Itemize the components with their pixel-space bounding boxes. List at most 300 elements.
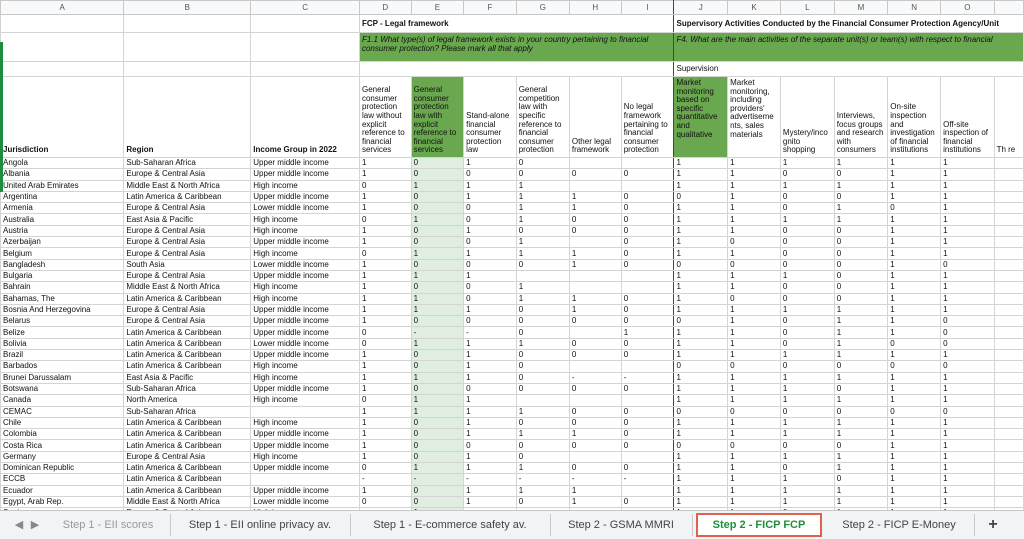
cell[interactable]: 1 bbox=[888, 372, 941, 383]
cell[interactable]: 0 bbox=[888, 203, 941, 214]
cell[interactable]: South Asia bbox=[124, 259, 251, 270]
cell[interactable]: 1 bbox=[888, 417, 941, 428]
cell[interactable]: CEMAC bbox=[1, 406, 124, 417]
cell[interactable]: 0 bbox=[834, 282, 888, 293]
cell[interactable]: 0 bbox=[621, 169, 674, 180]
cell[interactable]: 1 bbox=[569, 429, 621, 440]
cell[interactable]: 1 bbox=[728, 214, 781, 225]
cell[interactable]: Lower middle income bbox=[251, 203, 360, 214]
cell[interactable]: 1 bbox=[674, 270, 728, 281]
cell[interactable]: 0 bbox=[674, 406, 728, 417]
cell[interactable]: 1 bbox=[464, 496, 517, 507]
cell[interactable]: 1 bbox=[516, 463, 569, 474]
cell[interactable]: 1 bbox=[728, 372, 781, 383]
cell[interactable]: 0 bbox=[464, 237, 517, 248]
header-n[interactable]: On-site inspection and investigation of financial institutions bbox=[888, 77, 941, 158]
cell[interactable]: High income bbox=[251, 451, 360, 462]
cell[interactable]: - bbox=[411, 474, 464, 485]
cell[interactable]: Europe & Central Asia bbox=[124, 225, 251, 236]
cell[interactable]: 1 bbox=[674, 350, 728, 361]
tab-step2-ficp-emoney[interactable]: Step 2 - FICP E-Money bbox=[824, 514, 975, 536]
cell[interactable] bbox=[251, 33, 360, 62]
cell[interactable] bbox=[569, 327, 621, 338]
cell[interactable]: 1 bbox=[464, 158, 517, 169]
cell[interactable]: 1 bbox=[780, 417, 834, 428]
cell[interactable]: 0 bbox=[780, 237, 834, 248]
cell[interactable]: 1 bbox=[941, 417, 994, 428]
cell[interactable]: Middle East & North Africa bbox=[124, 496, 251, 507]
cell[interactable]: 1 bbox=[516, 406, 569, 417]
cell[interactable]: 0 bbox=[834, 248, 888, 259]
cell[interactable]: 1 bbox=[569, 496, 621, 507]
cell[interactable]: 0 bbox=[621, 293, 674, 304]
cell[interactable]: Sub-Saharan Africa bbox=[124, 383, 251, 394]
cell[interactable]: Azerbaijan bbox=[1, 237, 124, 248]
cell[interactable]: 0 bbox=[411, 383, 464, 394]
cell[interactable]: 0 bbox=[834, 270, 888, 281]
cell[interactable]: 0 bbox=[834, 474, 888, 485]
cell[interactable]: High income bbox=[251, 293, 360, 304]
cell[interactable]: 1 bbox=[888, 293, 941, 304]
cell[interactable] bbox=[621, 485, 674, 496]
cell[interactable]: 0 bbox=[780, 225, 834, 236]
cell[interactable]: 1 bbox=[728, 180, 781, 191]
header-l[interactable]: Mystery/inco gnito shopping bbox=[780, 77, 834, 158]
cell[interactable] bbox=[994, 316, 1023, 327]
cell[interactable]: 1 bbox=[834, 180, 888, 191]
cell[interactable]: 1 bbox=[728, 463, 781, 474]
cell[interactable]: 0 bbox=[834, 361, 888, 372]
cell[interactable]: East Asia & Pacific bbox=[124, 372, 251, 383]
cell[interactable]: 0 bbox=[621, 248, 674, 259]
cell[interactable]: 0 bbox=[359, 463, 411, 474]
cell[interactable]: Europe & Central Asia bbox=[124, 270, 251, 281]
cell[interactable]: 1 bbox=[359, 282, 411, 293]
cell[interactable] bbox=[994, 463, 1023, 474]
cell[interactable]: 0 bbox=[780, 191, 834, 202]
cell[interactable]: 1 bbox=[464, 180, 517, 191]
cell[interactable]: - bbox=[464, 474, 517, 485]
cell[interactable] bbox=[569, 158, 621, 169]
cell[interactable]: 1 bbox=[941, 282, 994, 293]
cell[interactable]: 1 bbox=[888, 440, 941, 451]
cell[interactable]: 1 bbox=[569, 485, 621, 496]
cell[interactable]: 1 bbox=[674, 293, 728, 304]
cell[interactable]: 0 bbox=[411, 259, 464, 270]
cell[interactable]: 1 bbox=[888, 270, 941, 281]
cell[interactable]: Sub-Saharan Africa bbox=[124, 406, 251, 417]
cell[interactable]: 0 bbox=[941, 259, 994, 270]
cell[interactable] bbox=[516, 270, 569, 281]
column-header[interactable]: N bbox=[888, 1, 941, 15]
column-header[interactable] bbox=[994, 1, 1023, 15]
cell[interactable]: Chile bbox=[1, 417, 124, 428]
cell[interactable] bbox=[994, 372, 1023, 383]
cell[interactable]: 1 bbox=[728, 203, 781, 214]
cell[interactable]: 1 bbox=[780, 350, 834, 361]
cell[interactable]: 1 bbox=[834, 203, 888, 214]
cell[interactable]: 1 bbox=[780, 395, 834, 406]
cell[interactable] bbox=[1, 15, 124, 33]
cell[interactable]: Latin America & Caribbean bbox=[124, 293, 251, 304]
cell[interactable]: Latin America & Caribbean bbox=[124, 429, 251, 440]
cell[interactable]: 1 bbox=[516, 180, 569, 191]
cell[interactable]: 1 bbox=[780, 304, 834, 315]
cell[interactable] bbox=[516, 395, 569, 406]
cell[interactable]: Botswana bbox=[1, 383, 124, 394]
cell[interactable] bbox=[569, 180, 621, 191]
cell[interactable]: 0 bbox=[411, 496, 464, 507]
cell[interactable]: 0 bbox=[411, 361, 464, 372]
cell[interactable] bbox=[359, 62, 674, 77]
cell[interactable]: 0 bbox=[464, 282, 517, 293]
cell[interactable]: Brazil bbox=[1, 350, 124, 361]
header-i[interactable]: No legal framework pertaining to financial consumer protection bbox=[621, 77, 674, 158]
cell[interactable]: 0 bbox=[569, 463, 621, 474]
cell[interactable]: 0 bbox=[464, 203, 517, 214]
cell[interactable]: 1 bbox=[834, 158, 888, 169]
cell[interactable] bbox=[569, 270, 621, 281]
column-header[interactable]: G bbox=[516, 1, 569, 15]
cell[interactable] bbox=[569, 361, 621, 372]
cell[interactable]: 1 bbox=[941, 395, 994, 406]
cell[interactable]: 1 bbox=[464, 429, 517, 440]
cell[interactable]: 0 bbox=[621, 496, 674, 507]
cell[interactable]: 0 bbox=[516, 158, 569, 169]
cell[interactable]: 0 bbox=[888, 361, 941, 372]
header-jurisdiction[interactable]: Jurisdiction bbox=[1, 77, 124, 158]
cell[interactable] bbox=[994, 259, 1023, 270]
cell[interactable]: 0 bbox=[728, 361, 781, 372]
cell[interactable]: Latin America & Caribbean bbox=[124, 474, 251, 485]
cell[interactable]: 0 bbox=[728, 406, 781, 417]
cell[interactable]: 1 bbox=[464, 361, 517, 372]
cell[interactable]: 0 bbox=[516, 316, 569, 327]
cell[interactable]: 0 bbox=[621, 237, 674, 248]
cell[interactable] bbox=[621, 395, 674, 406]
cell[interactable]: 1 bbox=[888, 225, 941, 236]
cell[interactable]: 1 bbox=[834, 214, 888, 225]
cell[interactable]: 1 bbox=[834, 395, 888, 406]
cell[interactable]: 0 bbox=[834, 259, 888, 270]
cell[interactable]: 0 bbox=[780, 361, 834, 372]
cell[interactable]: 1 bbox=[728, 327, 781, 338]
cell[interactable]: 1 bbox=[674, 338, 728, 349]
cell[interactable]: Armenia bbox=[1, 203, 124, 214]
cell[interactable]: 1 bbox=[359, 406, 411, 417]
cell[interactable]: 1 bbox=[780, 429, 834, 440]
cell[interactable]: 1 bbox=[728, 496, 781, 507]
column-header[interactable]: J bbox=[674, 1, 728, 15]
cell[interactable]: 0 bbox=[569, 225, 621, 236]
cell[interactable]: 1 bbox=[728, 338, 781, 349]
cell[interactable]: Europe & Central Asia bbox=[124, 248, 251, 259]
cell[interactable] bbox=[124, 33, 251, 62]
cell[interactable]: 0 bbox=[569, 406, 621, 417]
cell[interactable]: 1 bbox=[888, 463, 941, 474]
cell[interactable]: 1 bbox=[674, 282, 728, 293]
cell[interactable]: 1 bbox=[516, 203, 569, 214]
cell[interactable] bbox=[569, 237, 621, 248]
cell[interactable]: Europe & Central Asia bbox=[124, 203, 251, 214]
cell[interactable]: 1 bbox=[359, 203, 411, 214]
column-header[interactable]: D bbox=[359, 1, 411, 15]
cell[interactable]: 0 bbox=[834, 440, 888, 451]
cell[interactable]: 1 bbox=[780, 383, 834, 394]
cell[interactable]: 1 bbox=[464, 350, 517, 361]
cell[interactable]: 0 bbox=[780, 440, 834, 451]
column-header[interactable]: I bbox=[621, 1, 674, 15]
cell[interactable]: 1 bbox=[674, 304, 728, 315]
cell[interactable]: 0 bbox=[834, 293, 888, 304]
cell[interactable] bbox=[621, 451, 674, 462]
column-header[interactable]: K bbox=[728, 1, 781, 15]
cell[interactable]: 0 bbox=[516, 417, 569, 428]
cell[interactable]: 0 bbox=[834, 225, 888, 236]
cell[interactable]: Lower middle income bbox=[251, 259, 360, 270]
cell[interactable]: 1 bbox=[728, 248, 781, 259]
cell[interactable]: 1 bbox=[728, 191, 781, 202]
cell[interactable] bbox=[569, 395, 621, 406]
cell[interactable]: 1 bbox=[359, 417, 411, 428]
cell[interactable]: 1 bbox=[780, 158, 834, 169]
cell[interactable]: 1 bbox=[728, 429, 781, 440]
cell[interactable]: United Arab Emirates bbox=[1, 180, 124, 191]
cell[interactable]: 0 bbox=[516, 496, 569, 507]
cell[interactable]: Bolivia bbox=[1, 338, 124, 349]
cell[interactable] bbox=[994, 248, 1023, 259]
cell[interactable]: 0 bbox=[888, 338, 941, 349]
cell[interactable]: 0 bbox=[411, 158, 464, 169]
cell[interactable]: Latin America & Caribbean bbox=[124, 485, 251, 496]
cell[interactable]: 1 bbox=[888, 237, 941, 248]
cell[interactable]: Upper middle income bbox=[251, 270, 360, 281]
header-region[interactable]: Region bbox=[124, 77, 251, 158]
cell[interactable]: 0 bbox=[674, 440, 728, 451]
cell[interactable]: 1 bbox=[834, 429, 888, 440]
cell[interactable] bbox=[994, 417, 1023, 428]
cell[interactable]: Latin America & Caribbean bbox=[124, 463, 251, 474]
cell[interactable]: 0 bbox=[941, 338, 994, 349]
cell[interactable]: 1 bbox=[674, 429, 728, 440]
cell[interactable]: 0 bbox=[411, 169, 464, 180]
cell[interactable] bbox=[994, 496, 1023, 507]
cell[interactable] bbox=[621, 270, 674, 281]
cell[interactable]: 1 bbox=[516, 214, 569, 225]
cell[interactable]: 0 bbox=[834, 237, 888, 248]
cell[interactable] bbox=[994, 395, 1023, 406]
header-e[interactable]: General consumer protection law with explicit reference to financial services bbox=[411, 77, 464, 158]
cell[interactable]: High income bbox=[251, 225, 360, 236]
cell[interactable]: Europe & Central Asia bbox=[124, 451, 251, 462]
add-sheet-button[interactable]: + bbox=[988, 516, 998, 533]
cell[interactable]: 1 bbox=[780, 270, 834, 281]
cell[interactable]: - bbox=[464, 327, 517, 338]
cell[interactable]: Albania bbox=[1, 169, 124, 180]
cell[interactable]: 1 bbox=[359, 429, 411, 440]
cell[interactable]: Belarus bbox=[1, 316, 124, 327]
cell[interactable]: Upper middle income bbox=[251, 169, 360, 180]
cell[interactable]: 1 bbox=[674, 180, 728, 191]
cell[interactable]: North America bbox=[124, 395, 251, 406]
cell[interactable]: 1 bbox=[464, 417, 517, 428]
cell[interactable]: 0 bbox=[359, 248, 411, 259]
cell[interactable]: 0 bbox=[411, 191, 464, 202]
cell[interactable]: 1 bbox=[674, 417, 728, 428]
cell[interactable]: 0 bbox=[941, 316, 994, 327]
cell[interactable]: 1 bbox=[941, 496, 994, 507]
cell[interactable]: 0 bbox=[569, 383, 621, 394]
cell[interactable]: - bbox=[569, 372, 621, 383]
cell[interactable]: 1 bbox=[888, 158, 941, 169]
cell[interactable]: 1 bbox=[359, 350, 411, 361]
cell[interactable]: 0 bbox=[780, 169, 834, 180]
cell[interactable]: 0 bbox=[728, 293, 781, 304]
cell[interactable]: 1 bbox=[359, 316, 411, 327]
cell[interactable]: 1 bbox=[888, 327, 941, 338]
cell[interactable]: 1 bbox=[941, 191, 994, 202]
cell[interactable]: 0 bbox=[464, 316, 517, 327]
cell[interactable]: Bahrain bbox=[1, 282, 124, 293]
cell[interactable]: 0 bbox=[621, 383, 674, 394]
cell[interactable]: 0 bbox=[569, 338, 621, 349]
cell[interactable]: 0 bbox=[516, 169, 569, 180]
cell[interactable]: 1 bbox=[674, 451, 728, 462]
cell[interactable]: 0 bbox=[780, 406, 834, 417]
cell[interactable]: 0 bbox=[411, 429, 464, 440]
cell[interactable]: 1 bbox=[674, 237, 728, 248]
cell[interactable]: 0 bbox=[621, 214, 674, 225]
cell[interactable]: 1 bbox=[888, 429, 941, 440]
column-header[interactable]: F bbox=[464, 1, 517, 15]
cell[interactable]: 1 bbox=[464, 304, 517, 315]
cell[interactable]: Latin America & Caribbean bbox=[124, 350, 251, 361]
cell[interactable] bbox=[251, 15, 360, 33]
cell[interactable]: Belize bbox=[1, 327, 124, 338]
cell[interactable]: Australia bbox=[1, 214, 124, 225]
cell[interactable] bbox=[994, 169, 1023, 180]
cell[interactable]: 1 bbox=[941, 169, 994, 180]
cell[interactable]: Bulgaria bbox=[1, 270, 124, 281]
cell[interactable]: - bbox=[359, 474, 411, 485]
cell[interactable]: 0 bbox=[464, 383, 517, 394]
cell[interactable]: 1 bbox=[834, 338, 888, 349]
cell[interactable]: 1 bbox=[728, 169, 781, 180]
cell[interactable]: 0 bbox=[780, 463, 834, 474]
cell[interactable]: 1 bbox=[411, 214, 464, 225]
cell[interactable]: Latin America & Caribbean bbox=[124, 338, 251, 349]
cell[interactable]: 1 bbox=[674, 383, 728, 394]
cell[interactable]: Lower middle income bbox=[251, 338, 360, 349]
column-header[interactable]: L bbox=[780, 1, 834, 15]
cell[interactable]: 0 bbox=[516, 225, 569, 236]
cell[interactable]: 1 bbox=[359, 440, 411, 451]
tab-step2-gsma-mmri[interactable]: Step 2 - GSMA MMRI bbox=[550, 514, 693, 536]
cell[interactable]: Latin America & Caribbean bbox=[124, 191, 251, 202]
cell[interactable]: 0 bbox=[941, 327, 994, 338]
cell[interactable]: 1 bbox=[728, 474, 781, 485]
cell[interactable]: Latin America & Caribbean bbox=[124, 417, 251, 428]
cell[interactable]: 1 bbox=[359, 451, 411, 462]
cell[interactable]: 0 bbox=[516, 327, 569, 338]
cell[interactable]: 0 bbox=[780, 203, 834, 214]
cell[interactable]: 1 bbox=[359, 259, 411, 270]
cell[interactable]: 0 bbox=[359, 395, 411, 406]
cell[interactable]: 1 bbox=[941, 180, 994, 191]
cell[interactable] bbox=[994, 440, 1023, 451]
cell[interactable] bbox=[994, 474, 1023, 485]
cell[interactable]: 0 bbox=[516, 372, 569, 383]
section-title-supervisory[interactable]: Supervisory Activities Conducted by the Financial Consumer Protection Agency/Unit bbox=[674, 15, 1024, 33]
cell[interactable]: Upper middle income bbox=[251, 383, 360, 394]
cell[interactable]: 0 bbox=[569, 316, 621, 327]
cell[interactable]: 1 bbox=[888, 496, 941, 507]
cell[interactable]: 0 bbox=[516, 451, 569, 462]
cell[interactable]: Brunei Darussalam bbox=[1, 372, 124, 383]
cell[interactable]: 1 bbox=[674, 395, 728, 406]
cell[interactable]: 1 bbox=[888, 180, 941, 191]
cell[interactable]: 1 bbox=[941, 429, 994, 440]
cell[interactable]: Germany bbox=[1, 451, 124, 462]
cell[interactable]: 1 bbox=[516, 338, 569, 349]
cell[interactable]: 1 bbox=[888, 282, 941, 293]
cell[interactable]: High income bbox=[251, 361, 360, 372]
column-header[interactable]: O bbox=[941, 1, 994, 15]
cell[interactable] bbox=[569, 282, 621, 293]
cell[interactable]: 1 bbox=[569, 304, 621, 315]
cell[interactable] bbox=[1, 33, 124, 62]
cell[interactable]: Bangladesh bbox=[1, 259, 124, 270]
cell[interactable]: 1 bbox=[728, 350, 781, 361]
cell[interactable]: 1 bbox=[941, 350, 994, 361]
cell[interactable]: 1 bbox=[359, 169, 411, 180]
cell[interactable]: 0 bbox=[516, 361, 569, 372]
cell[interactable]: 0 bbox=[674, 361, 728, 372]
cell[interactable]: Latin America & Caribbean bbox=[124, 361, 251, 372]
cell[interactable] bbox=[994, 406, 1023, 417]
cell[interactable]: 1 bbox=[941, 214, 994, 225]
cell[interactable]: 1 bbox=[674, 203, 728, 214]
cell[interactable] bbox=[569, 451, 621, 462]
cell[interactable]: Argentina bbox=[1, 191, 124, 202]
cell[interactable]: 1 bbox=[516, 429, 569, 440]
cell[interactable]: Bosnia And Herzegovina bbox=[1, 304, 124, 315]
header-o[interactable]: Off-site inspection of financial institutions bbox=[941, 77, 994, 158]
cell[interactable]: 0 bbox=[834, 169, 888, 180]
cell[interactable]: 1 bbox=[359, 361, 411, 372]
cell[interactable]: 1 bbox=[674, 158, 728, 169]
cell[interactable]: 0 bbox=[464, 293, 517, 304]
cell[interactable]: 0 bbox=[411, 203, 464, 214]
cell[interactable] bbox=[994, 214, 1023, 225]
cell[interactable]: 1 bbox=[888, 485, 941, 496]
cell[interactable]: 1 bbox=[728, 225, 781, 236]
column-header[interactable]: E bbox=[411, 1, 464, 15]
cell[interactable]: 1 bbox=[674, 214, 728, 225]
cell[interactable]: 1 bbox=[941, 451, 994, 462]
cell[interactable]: 1 bbox=[780, 372, 834, 383]
cell[interactable]: 1 bbox=[674, 327, 728, 338]
cell[interactable] bbox=[124, 15, 251, 33]
cell[interactable] bbox=[1, 62, 124, 77]
cell[interactable] bbox=[251, 406, 360, 417]
column-header[interactable]: A bbox=[1, 1, 124, 15]
scroll-left-icon[interactable]: ◀ bbox=[14, 519, 24, 531]
header-d[interactable]: General consumer protection law without explicit reference to financial services bbox=[359, 77, 411, 158]
cell[interactable]: Middle East & North Africa bbox=[124, 282, 251, 293]
cell[interactable]: 1 bbox=[941, 372, 994, 383]
cell[interactable]: Middle East & North Africa bbox=[124, 180, 251, 191]
